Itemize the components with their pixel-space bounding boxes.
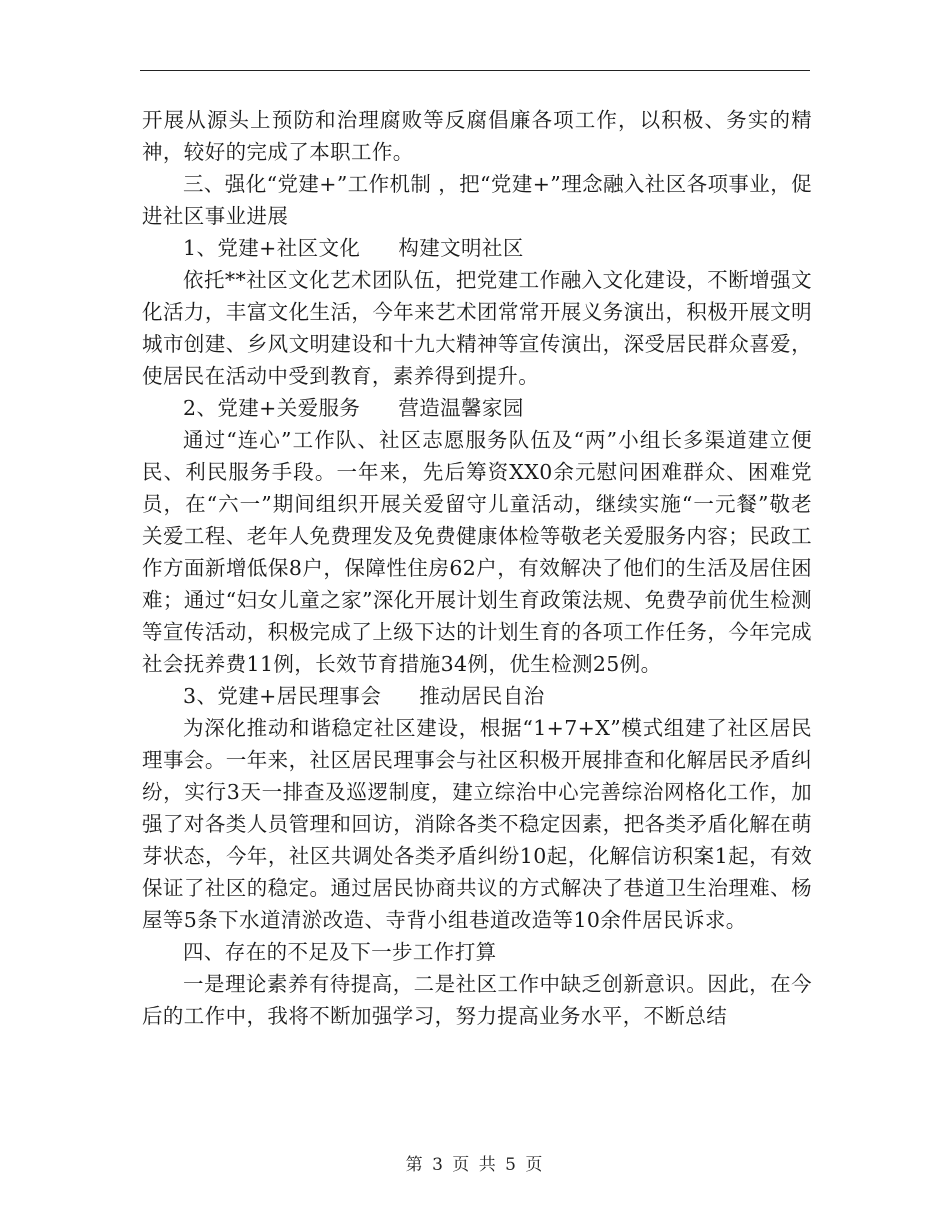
page-number-footer: 第 3 页 共 5 页 [405, 1155, 545, 1175]
subheading-culture [142, 232, 812, 264]
document-body [142, 104, 812, 1032]
subheading-care [142, 392, 812, 424]
paragraph-shortcomings: 一是理论素养有待提高，二是社区工作中缺乏创新意识。因此，在今后的工作中，我将不断加强学习，努力提高业务水平，不断总结 [142, 972, 812, 1028]
paragraph-care: 通过“连心”工作队、社区志愿服务队伍及“两”小组长多渠道建立便民、利民服务手段。一年来，先后筹资XX0余元慰问困难群众、困难党员，在“六一”期间组织开展关爱留守儿童活动，继续实施“一元餐”敬老关爱工程、老年人免费理发及免费健康体检等敬老关爱服务内容；民政工作方面新增低保8户，保障性住房62户，有效解决了他们的生活及居住困难；通过“妇女儿童之家”深化开展计划生育政策法规、免费孕前优生检测等宣传活动，积极完成了上级下达的计划生育的各项工作任务，今年完成社会抚养费11例，长效节育措施34例，优生检测25例。 [142, 428, 812, 676]
subheading-council-left: 3、党建+居民理事会 [183, 684, 382, 708]
subheading-care-left: 2、党建+关爱服务 [183, 396, 361, 420]
paragraph-culture: 依托**社区文化艺术团队伍，把党建工作融入文化建设，不断增强文化活力，丰富文化生活，今年来艺术团常常开展义务演出，积极开展文明城市创建、乡风文明建设和十九大精神等宣传演出，深受居民群众喜爱，使居民在活动中受到教育，素养得到提升。 [142, 268, 812, 388]
paragraph-continuation: 开展从源头上预防和治理腐败等反腐倡廉各项工作，以积极、务实的精神，较好的完成了本职工作。 [142, 108, 812, 164]
section-heading-4: 四、存在的不足及下一步工作打算 [183, 940, 497, 964]
subheading-council [142, 680, 812, 712]
subheading-care-right: 营造温馨家园 [398, 396, 524, 420]
paragraph-council: 为深化推动和谐稳定社区建设，根据“1+7+X”模式组建了社区居民理事会。一年来，社区居民理事会与社区积极开展排查和化解居民矛盾纠纷，实行3天一排查及巡逻制度，建立综治中心完善综治网格化工作，加强了对各类人员管理和回访，消除各类不稳定因素，把各类矛盾化解在萌芽状态，今年，社区共调处各类矛盾纠纷10起，化解信访积案1起，有效保证了社区的稳定。通过居民协商共议的方式解决了巷道卫生治理难、杨屋等5条下水道清淤改造、寺背小组巷道改造等10余件居民诉求。 [142, 716, 812, 932]
subheading-culture-right: 构建文明社区 [398, 236, 524, 260]
subheading-culture-left: 1、党建+社区文化 [183, 236, 361, 260]
header-rule [140, 70, 810, 71]
subheading-council-right: 推动居民自治 [419, 684, 545, 708]
section-heading-3: 三、强化“党建+”工作机制 ，把“党建+”理念融入社区各项事业，促进社区事业进展 [142, 172, 812, 228]
